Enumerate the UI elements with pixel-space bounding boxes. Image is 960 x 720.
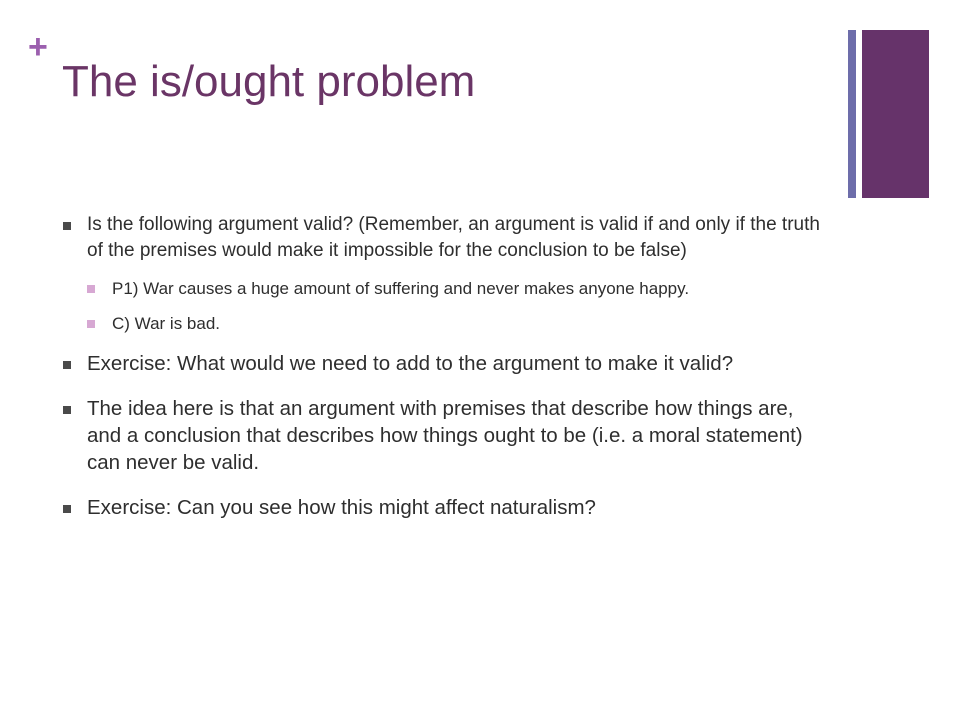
bullet-text: The idea here is that an argument with premises that describe how things are, and a conclusion that describes how things ought to be (i.e. a moral statement) can never be valid. xyxy=(87,397,803,474)
sub-bullet-text: P1) War causes a huge amount of suffering and never makes anyone happy. xyxy=(112,279,690,298)
bullet-item xyxy=(62,494,832,521)
bullet-text: Is the following argument valid? (Remember, an argument is valid if and only if the truth of the premises would make it impossible for the conclusion to be false) xyxy=(87,214,820,261)
bullet-marker xyxy=(63,406,71,414)
decorative-bar-thick xyxy=(862,30,929,198)
sub-bullet-text: C) War is bad. xyxy=(112,314,221,333)
slide-title: The is/ought problem xyxy=(62,57,476,106)
plus-mark: + xyxy=(28,28,48,66)
bullet-item xyxy=(62,350,832,377)
bullet-text: Exercise: Can you see how this might affect naturalism? xyxy=(87,496,596,519)
bullet-marker xyxy=(63,222,71,230)
sub-bullet-marker xyxy=(87,320,95,328)
sub-bullet-item xyxy=(62,311,832,336)
decorative-bar-thin xyxy=(848,30,856,198)
bullet-text: Exercise: What would we need to add to the argument to make it valid? xyxy=(87,352,734,375)
bullet-marker xyxy=(63,361,71,369)
sub-bullet-marker xyxy=(87,285,95,293)
bullet-marker xyxy=(63,505,71,513)
bullet-item xyxy=(62,395,832,476)
sub-bullet-item xyxy=(62,276,832,301)
bullet-item xyxy=(62,212,832,264)
bullet-list xyxy=(62,212,832,521)
